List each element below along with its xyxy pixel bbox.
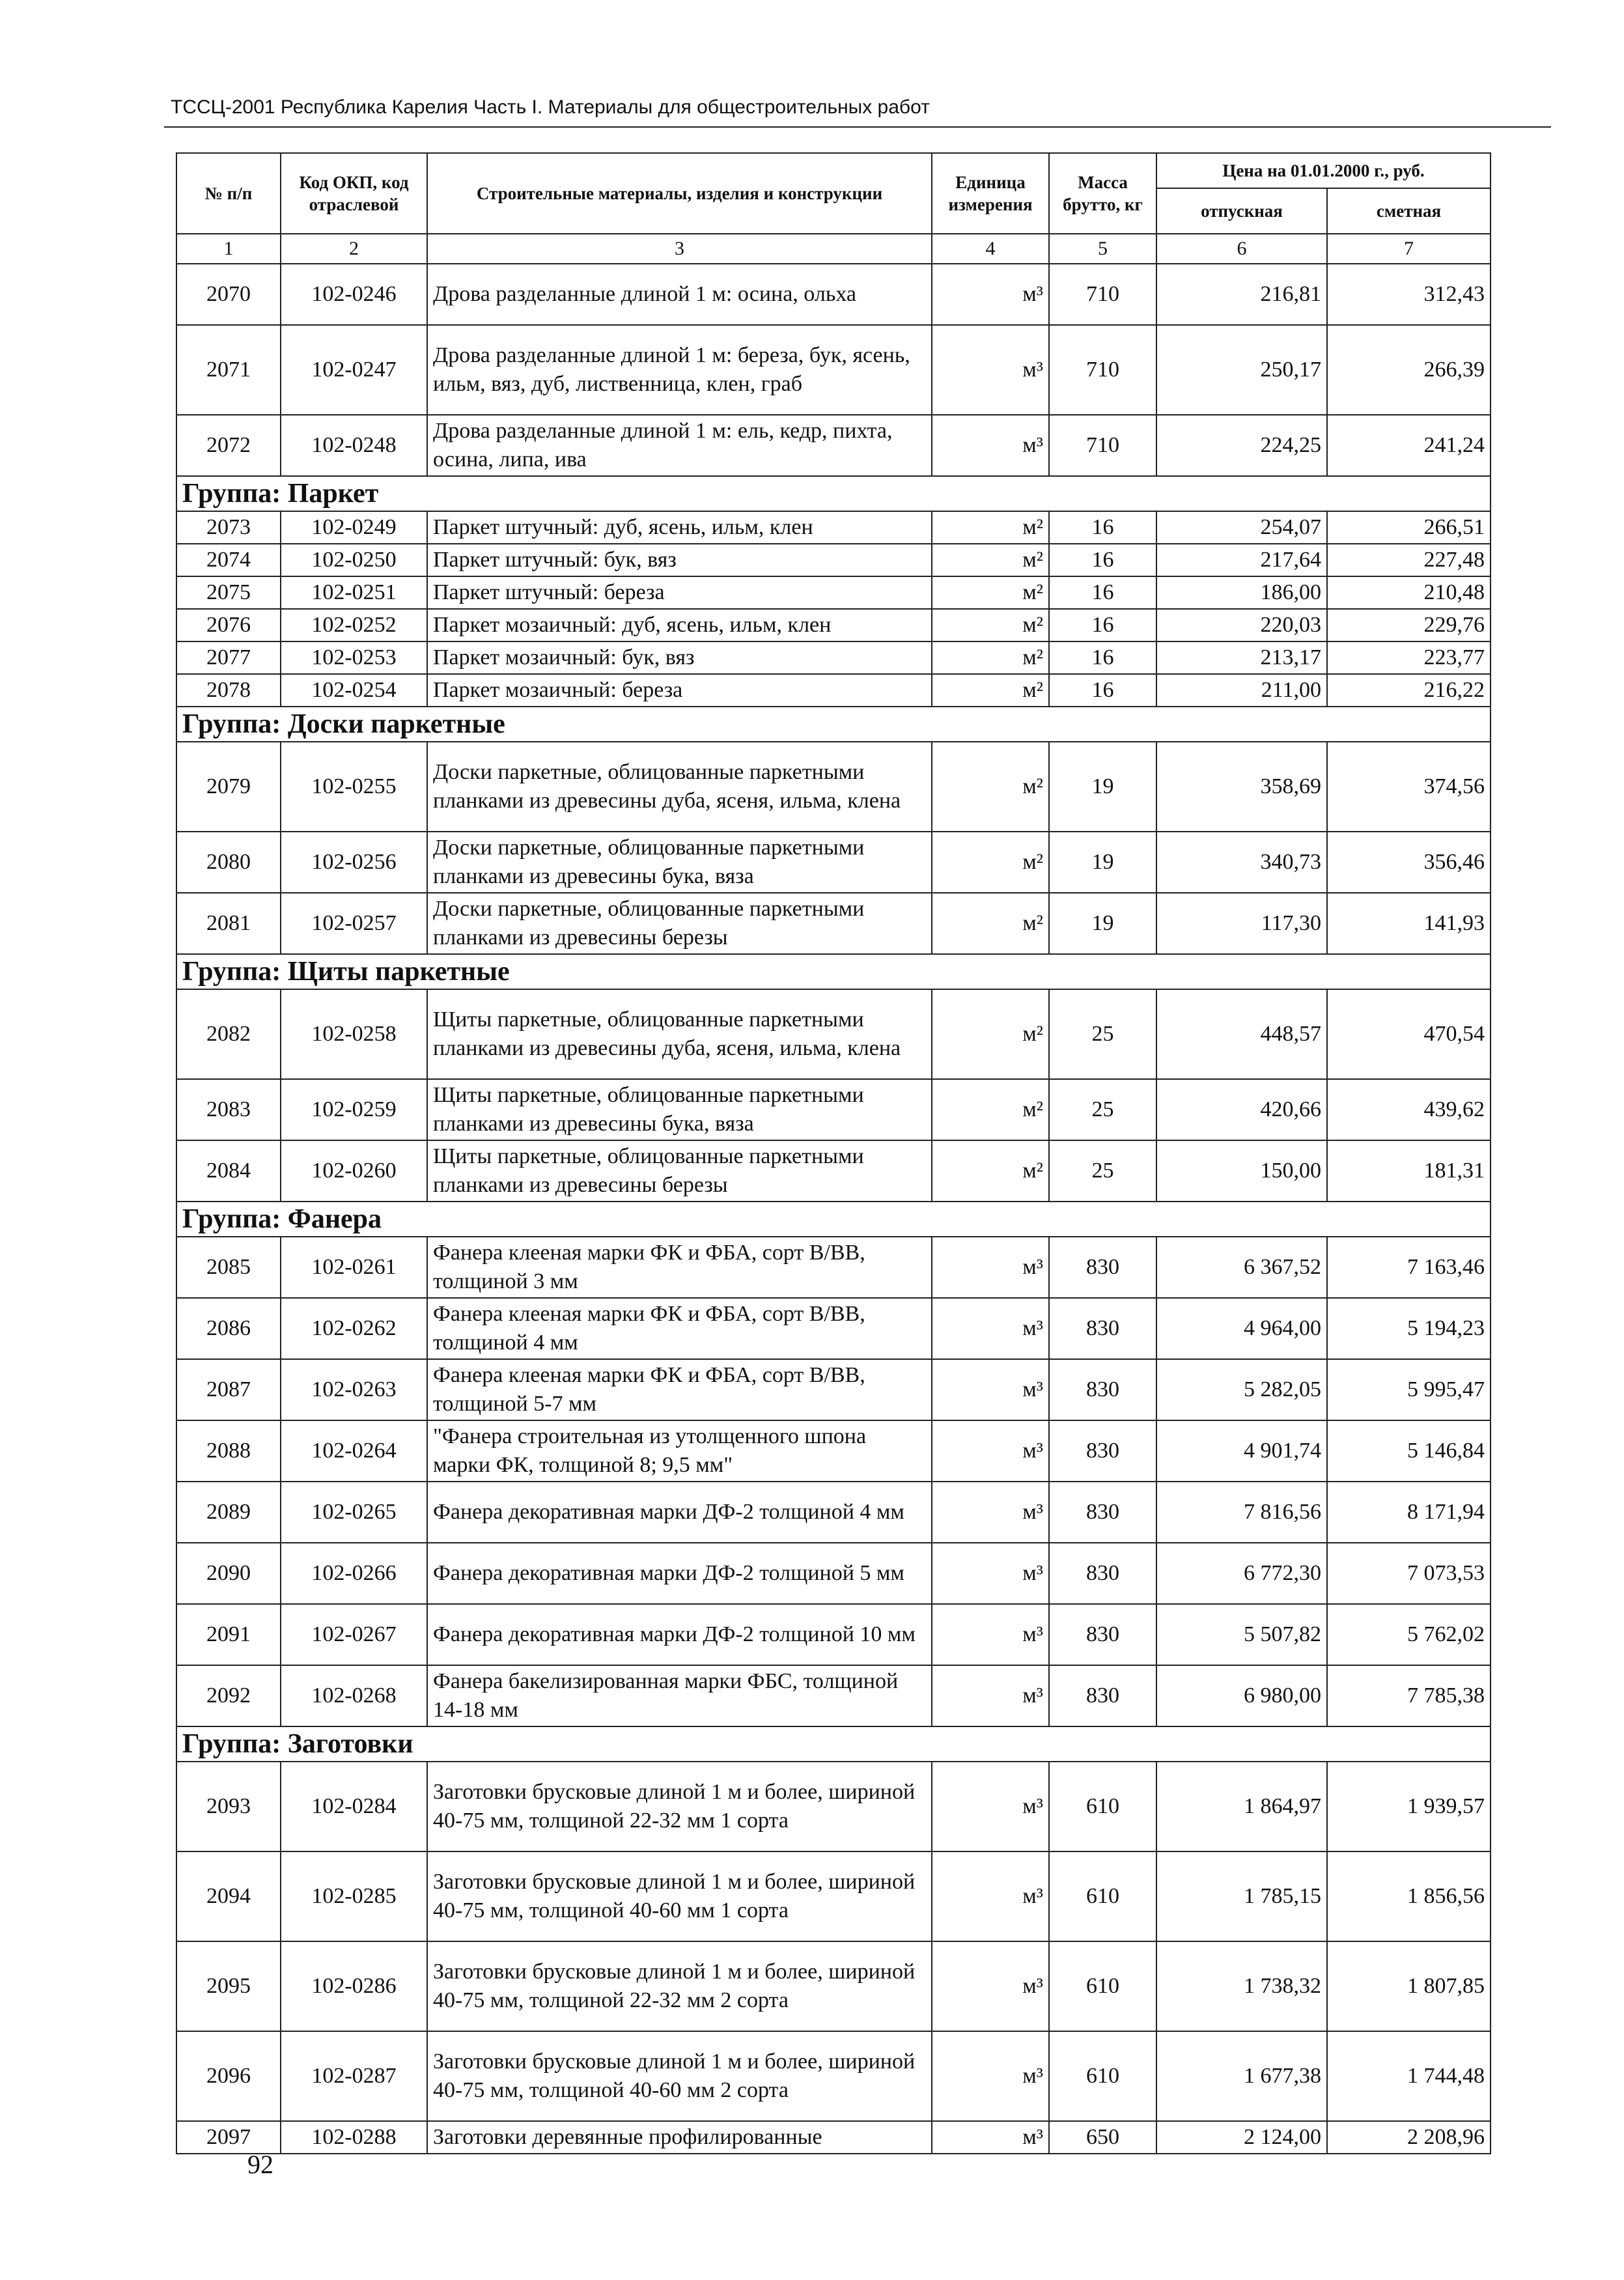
row-number: 2076 (176, 609, 281, 641)
row-unit: м³ (932, 2121, 1049, 2154)
row-price-estimate: 439,62 (1327, 1079, 1491, 1140)
row-code: 102-0287 (281, 2031, 427, 2121)
row-price-estimate: 1 856,56 (1327, 1851, 1491, 1941)
col-header-code: Код ОКП, код отраслевой (281, 153, 427, 234)
row-price-release: 4 901,74 (1156, 1420, 1327, 1482)
row-unit: м³ (932, 1543, 1049, 1604)
row-price-estimate: 5 146,84 (1327, 1420, 1491, 1482)
row-unit: м³ (932, 1941, 1049, 2031)
row-price-estimate: 2 208,96 (1327, 2121, 1491, 2154)
row-unit: м² (932, 674, 1049, 707)
column-number: 4 (932, 234, 1049, 264)
row-unit: м³ (932, 1665, 1049, 1726)
col-header-price-release: отпускная (1156, 188, 1327, 234)
table-row (176, 264, 1491, 325)
row-price-release: 5 507,82 (1156, 1604, 1327, 1665)
row-number: 2084 (176, 1140, 281, 1202)
row-price-estimate: 1 744,48 (1327, 2031, 1491, 2121)
row-price-release: 224,25 (1156, 415, 1327, 476)
row-unit: м³ (932, 1482, 1049, 1543)
row-price-estimate: 7 785,38 (1327, 1665, 1491, 1726)
row-name: Щиты паркетные, облицованные паркетными планками из древесины березы (427, 1140, 932, 1202)
group-row (176, 476, 1491, 511)
row-price-release: 186,00 (1156, 576, 1327, 609)
row-code: 102-0265 (281, 1482, 427, 1543)
row-mass: 16 (1049, 576, 1156, 609)
row-code: 102-0259 (281, 1079, 427, 1140)
row-price-release: 1 785,15 (1156, 1851, 1327, 1941)
row-name: Паркет мозаичный: бук, вяз (427, 641, 932, 674)
row-number: 2096 (176, 2031, 281, 2121)
column-number: 5 (1049, 234, 1156, 264)
table-row (176, 674, 1491, 707)
row-number: 2071 (176, 325, 281, 415)
row-number: 2075 (176, 576, 281, 609)
row-name: Фанера декоративная марки ДФ-2 толщиной 5 мм (427, 1543, 932, 1604)
row-price-estimate: 223,77 (1327, 641, 1491, 674)
group-row (176, 1726, 1491, 1762)
row-unit: м² (932, 832, 1049, 893)
row-code: 102-0247 (281, 325, 427, 415)
row-price-estimate: 5 194,23 (1327, 1298, 1491, 1359)
row-mass: 830 (1049, 1359, 1156, 1420)
row-name: Паркет мозаичный: дуб, ясень, ильм, клен (427, 609, 932, 641)
row-number: 2070 (176, 264, 281, 325)
row-mass: 830 (1049, 1482, 1156, 1543)
row-unit: м² (932, 641, 1049, 674)
page-number: 92 (247, 2150, 273, 2179)
row-unit: м³ (932, 1604, 1049, 1665)
row-price-release: 250,17 (1156, 325, 1327, 415)
table-row (176, 1482, 1491, 1543)
row-unit: м² (932, 893, 1049, 954)
row-price-estimate: 1 807,85 (1327, 1941, 1491, 2031)
row-mass: 610 (1049, 1851, 1156, 1941)
row-price-estimate: 266,51 (1327, 511, 1491, 544)
row-price-release: 254,07 (1156, 511, 1327, 544)
row-number: 2080 (176, 832, 281, 893)
table-row (176, 989, 1491, 1079)
row-mass: 830 (1049, 1543, 1156, 1604)
col-header-name: Строительные материалы, изделия и конструкции (427, 153, 932, 234)
row-number: 2092 (176, 1665, 281, 1726)
row-unit: м² (932, 576, 1049, 609)
row-mass: 830 (1049, 1420, 1156, 1482)
row-code: 102-0258 (281, 989, 427, 1079)
table-row (176, 511, 1491, 544)
row-mass: 650 (1049, 2121, 1156, 2154)
row-mass: 830 (1049, 1298, 1156, 1359)
row-name: Заготовки деревянные профилированные (427, 2121, 932, 2154)
row-number: 2079 (176, 742, 281, 832)
row-price-estimate: 229,76 (1327, 609, 1491, 641)
row-name: Паркет штучный: дуб, ясень, ильм, клен (427, 511, 932, 544)
row-number: 2077 (176, 641, 281, 674)
row-code: 102-0252 (281, 609, 427, 641)
row-number: 2094 (176, 1851, 281, 1941)
row-name: Фанера бакелизированная марки ФБС, толщиной 14-18 мм (427, 1665, 932, 1726)
row-price-estimate: 5 995,47 (1327, 1359, 1491, 1420)
row-number: 2090 (176, 1543, 281, 1604)
table-row (176, 1140, 1491, 1202)
row-unit: м³ (932, 1762, 1049, 1851)
col-header-unit: Единица измерения (932, 153, 1049, 234)
row-mass: 710 (1049, 325, 1156, 415)
row-number: 2073 (176, 511, 281, 544)
table-row (176, 2121, 1491, 2154)
row-name: Доски паркетные, облицованные паркетными планками из древесины бука, вяза (427, 832, 932, 893)
table-row (176, 1941, 1491, 2031)
row-unit: м³ (932, 325, 1049, 415)
row-name: Дрова разделанные длиной 1 м: ель, кедр, пихта, осина, липа, ива (427, 415, 932, 476)
row-number: 2086 (176, 1298, 281, 1359)
row-price-release: 7 816,56 (1156, 1482, 1327, 1543)
row-number: 2088 (176, 1420, 281, 1482)
row-code: 102-0268 (281, 1665, 427, 1726)
row-price-release: 448,57 (1156, 989, 1327, 1079)
row-price-release: 6 367,52 (1156, 1237, 1327, 1298)
materials-table (176, 152, 1491, 2154)
row-price-release: 358,69 (1156, 742, 1327, 832)
row-price-estimate: 7 073,53 (1327, 1543, 1491, 1604)
row-price-release: 1 738,32 (1156, 1941, 1327, 2031)
row-number: 2097 (176, 2121, 281, 2154)
row-number: 2078 (176, 674, 281, 707)
row-unit: м² (932, 544, 1049, 576)
row-name: Заготовки брусковые длиной 1 м и более, шириной 40-75 мм, толщиной 22-32 мм 1 сорта (427, 1762, 932, 1851)
row-code: 102-0261 (281, 1237, 427, 1298)
row-code: 102-0263 (281, 1359, 427, 1420)
row-name: Щиты паркетные, облицованные паркетными планками из древесины бука, вяза (427, 1079, 932, 1140)
row-price-estimate: 241,24 (1327, 415, 1491, 476)
row-unit: м³ (932, 1298, 1049, 1359)
row-number: 2081 (176, 893, 281, 954)
row-name: Паркет штучный: береза (427, 576, 932, 609)
row-code: 102-0266 (281, 1543, 427, 1604)
row-code: 102-0262 (281, 1298, 427, 1359)
row-mass: 710 (1049, 264, 1156, 325)
row-code: 102-0284 (281, 1762, 427, 1851)
table-row (176, 415, 1491, 476)
row-price-release: 340,73 (1156, 832, 1327, 893)
table-row (176, 544, 1491, 576)
table-body (176, 264, 1491, 2154)
row-price-release: 6 980,00 (1156, 1665, 1327, 1726)
row-code: 102-0255 (281, 742, 427, 832)
row-number: 2072 (176, 415, 281, 476)
row-unit: м² (932, 511, 1049, 544)
row-code: 102-0246 (281, 264, 427, 325)
table-row (176, 1359, 1491, 1420)
row-price-estimate: 8 171,94 (1327, 1482, 1491, 1543)
table-row (176, 1298, 1491, 1359)
group-row (176, 954, 1491, 989)
table-row (176, 641, 1491, 674)
row-unit: м³ (932, 2031, 1049, 2121)
table-row (176, 1543, 1491, 1604)
row-code: 102-0254 (281, 674, 427, 707)
row-mass: 25 (1049, 1140, 1156, 1202)
row-number: 2089 (176, 1482, 281, 1543)
row-name: Дрова разделанные длиной 1 м: береза, бук, ясень, ильм, вяз, дуб, лиственница, клен, граб (427, 325, 932, 415)
group-title: Группа: Щиты паркетные (176, 954, 1491, 989)
row-number: 2074 (176, 544, 281, 576)
row-number: 2085 (176, 1237, 281, 1298)
row-price-estimate: 227,48 (1327, 544, 1491, 576)
table-row (176, 1604, 1491, 1665)
row-name: "Фанера строительная из утолщенного шпона марки ФК, толщиной 8; 9,5 мм" (427, 1420, 932, 1482)
row-mass: 830 (1049, 1665, 1156, 1726)
row-mass: 25 (1049, 1079, 1156, 1140)
row-price-release: 5 282,05 (1156, 1359, 1327, 1420)
row-name: Заготовки брусковые длиной 1 м и более, шириной 40-75 мм, толщиной 40-60 мм 2 сорта (427, 2031, 932, 2121)
row-code: 102-0250 (281, 544, 427, 576)
row-number: 2083 (176, 1079, 281, 1140)
table-row (176, 893, 1491, 954)
row-number: 2087 (176, 1359, 281, 1420)
row-code: 102-0253 (281, 641, 427, 674)
row-unit: м² (932, 609, 1049, 641)
row-name: Паркет штучный: бук, вяз (427, 544, 932, 576)
row-unit: м³ (932, 1359, 1049, 1420)
row-price-estimate: 141,93 (1327, 893, 1491, 954)
row-mass: 16 (1049, 609, 1156, 641)
row-price-release: 211,00 (1156, 674, 1327, 707)
header-rule (164, 126, 1551, 128)
row-price-release: 150,00 (1156, 1140, 1327, 1202)
row-name: Доски паркетные, облицованные паркетными планками из древесины дуба, ясеня, ильма, клена (427, 742, 932, 832)
row-price-release: 1 864,97 (1156, 1762, 1327, 1851)
row-price-estimate: 181,31 (1327, 1140, 1491, 1202)
row-number: 2091 (176, 1604, 281, 1665)
group-row (176, 707, 1491, 742)
row-unit: м³ (932, 1237, 1049, 1298)
row-price-estimate: 210,48 (1327, 576, 1491, 609)
row-code: 102-0249 (281, 511, 427, 544)
row-mass: 16 (1049, 511, 1156, 544)
row-mass: 710 (1049, 415, 1156, 476)
column-number: 2 (281, 234, 427, 264)
row-unit: м² (932, 1140, 1049, 1202)
group-title: Группа: Доски паркетные (176, 707, 1491, 742)
row-code: 102-0288 (281, 2121, 427, 2154)
row-mass: 610 (1049, 1941, 1156, 2031)
row-unit: м² (932, 742, 1049, 832)
row-price-estimate: 356,46 (1327, 832, 1491, 893)
row-price-estimate: 312,43 (1327, 264, 1491, 325)
column-number: 1 (176, 234, 281, 264)
table-row (176, 832, 1491, 893)
row-code: 102-0256 (281, 832, 427, 893)
row-mass: 19 (1049, 742, 1156, 832)
row-unit: м³ (932, 264, 1049, 325)
row-code: 102-0286 (281, 1941, 427, 2031)
row-mass: 830 (1049, 1604, 1156, 1665)
page-header: ТССЦ-2001 Республика Карелия Часть I. Материалы для общестроительных работ (171, 96, 930, 118)
table-row (176, 609, 1491, 641)
row-price-estimate: 470,54 (1327, 989, 1491, 1079)
row-code: 102-0260 (281, 1140, 427, 1202)
row-unit: м³ (932, 1851, 1049, 1941)
row-code: 102-0264 (281, 1420, 427, 1482)
row-code: 102-0248 (281, 415, 427, 476)
row-price-estimate: 5 762,02 (1327, 1604, 1491, 1665)
group-title: Группа: Паркет (176, 476, 1491, 511)
row-price-estimate: 216,22 (1327, 674, 1491, 707)
row-code: 102-0267 (281, 1604, 427, 1665)
table-row (176, 2031, 1491, 2121)
row-name: Дрова разделанные длиной 1 м: осина, ольха (427, 264, 932, 325)
row-price-release: 4 964,00 (1156, 1298, 1327, 1359)
row-price-release: 117,30 (1156, 893, 1327, 954)
column-number-row (176, 234, 1491, 264)
row-price-estimate: 7 163,46 (1327, 1237, 1491, 1298)
row-name: Фанера клееная марки ФК и ФБА, сорт В/ВВ, толщиной 3 мм (427, 1237, 932, 1298)
row-name: Заготовки брусковые длиной 1 м и более, шириной 40-75 мм, толщиной 22-32 мм 2 сорта (427, 1941, 932, 2031)
row-price-estimate: 374,56 (1327, 742, 1491, 832)
col-header-price: Цена на 01.01.2000 г., руб. (1156, 153, 1491, 188)
row-mass: 610 (1049, 1762, 1156, 1851)
row-name: Фанера клееная марки ФК и ФБА, сорт В/ВВ, толщиной 5-7 мм (427, 1359, 932, 1420)
row-price-release: 213,17 (1156, 641, 1327, 674)
row-price-release: 216,81 (1156, 264, 1327, 325)
row-price-estimate: 266,39 (1327, 325, 1491, 415)
row-price-release: 1 677,38 (1156, 2031, 1327, 2121)
row-name: Паркет мозаичный: береза (427, 674, 932, 707)
row-price-release: 217,64 (1156, 544, 1327, 576)
table-row (176, 1079, 1491, 1140)
row-name: Доски паркетные, облицованные паркетными планками из древесины березы (427, 893, 932, 954)
row-name: Заготовки брусковые длиной 1 м и более, шириной 40-75 мм, толщиной 40-60 мм 1 сорта (427, 1851, 932, 1941)
row-mass: 610 (1049, 2031, 1156, 2121)
row-code: 102-0257 (281, 893, 427, 954)
row-price-release: 2 124,00 (1156, 2121, 1327, 2154)
row-mass: 16 (1049, 544, 1156, 576)
row-name: Фанера декоративная марки ДФ-2 толщиной 10 мм (427, 1604, 932, 1665)
col-header-num: № п/п (176, 153, 281, 234)
col-header-price-estimate: сметная (1327, 188, 1491, 234)
row-name: Щиты паркетные, облицованные паркетными планками из древесины дуба, ясеня, ильма, клена (427, 989, 932, 1079)
row-name: Фанера клееная марки ФК и ФБА, сорт В/ВВ, толщиной 4 мм (427, 1298, 932, 1359)
table-row (176, 1851, 1491, 1941)
row-number: 2093 (176, 1762, 281, 1851)
row-number: 2082 (176, 989, 281, 1079)
row-price-release: 420,66 (1156, 1079, 1327, 1140)
table-row (176, 1665, 1491, 1726)
table-row (176, 576, 1491, 609)
row-mass: 19 (1049, 832, 1156, 893)
col-header-mass: Масса брутто, кг (1049, 153, 1156, 234)
row-name: Фанера декоративная марки ДФ-2 толщиной 4 мм (427, 1482, 932, 1543)
row-mass: 830 (1049, 1237, 1156, 1298)
table-row (176, 325, 1491, 415)
group-title: Группа: Фанера (176, 1202, 1491, 1237)
row-mass: 19 (1049, 893, 1156, 954)
row-mass: 16 (1049, 674, 1156, 707)
row-unit: м² (932, 1079, 1049, 1140)
column-number: 6 (1156, 234, 1327, 264)
row-code: 102-0285 (281, 1851, 427, 1941)
row-mass: 16 (1049, 641, 1156, 674)
table-row (176, 742, 1491, 832)
row-unit: м³ (932, 415, 1049, 476)
table-row (176, 1762, 1491, 1851)
row-mass: 25 (1049, 989, 1156, 1079)
row-price-release: 6 772,30 (1156, 1543, 1327, 1604)
group-row (176, 1202, 1491, 1237)
row-price-estimate: 1 939,57 (1327, 1762, 1491, 1851)
table-row (176, 1237, 1491, 1298)
column-number: 7 (1327, 234, 1491, 264)
table-row (176, 1420, 1491, 1482)
column-number: 3 (427, 234, 932, 264)
row-code: 102-0251 (281, 576, 427, 609)
group-title: Группа: Заготовки (176, 1726, 1491, 1762)
row-unit: м³ (932, 1420, 1049, 1482)
row-price-release: 220,03 (1156, 609, 1327, 641)
row-number: 2095 (176, 1941, 281, 2031)
row-unit: м² (932, 989, 1049, 1079)
